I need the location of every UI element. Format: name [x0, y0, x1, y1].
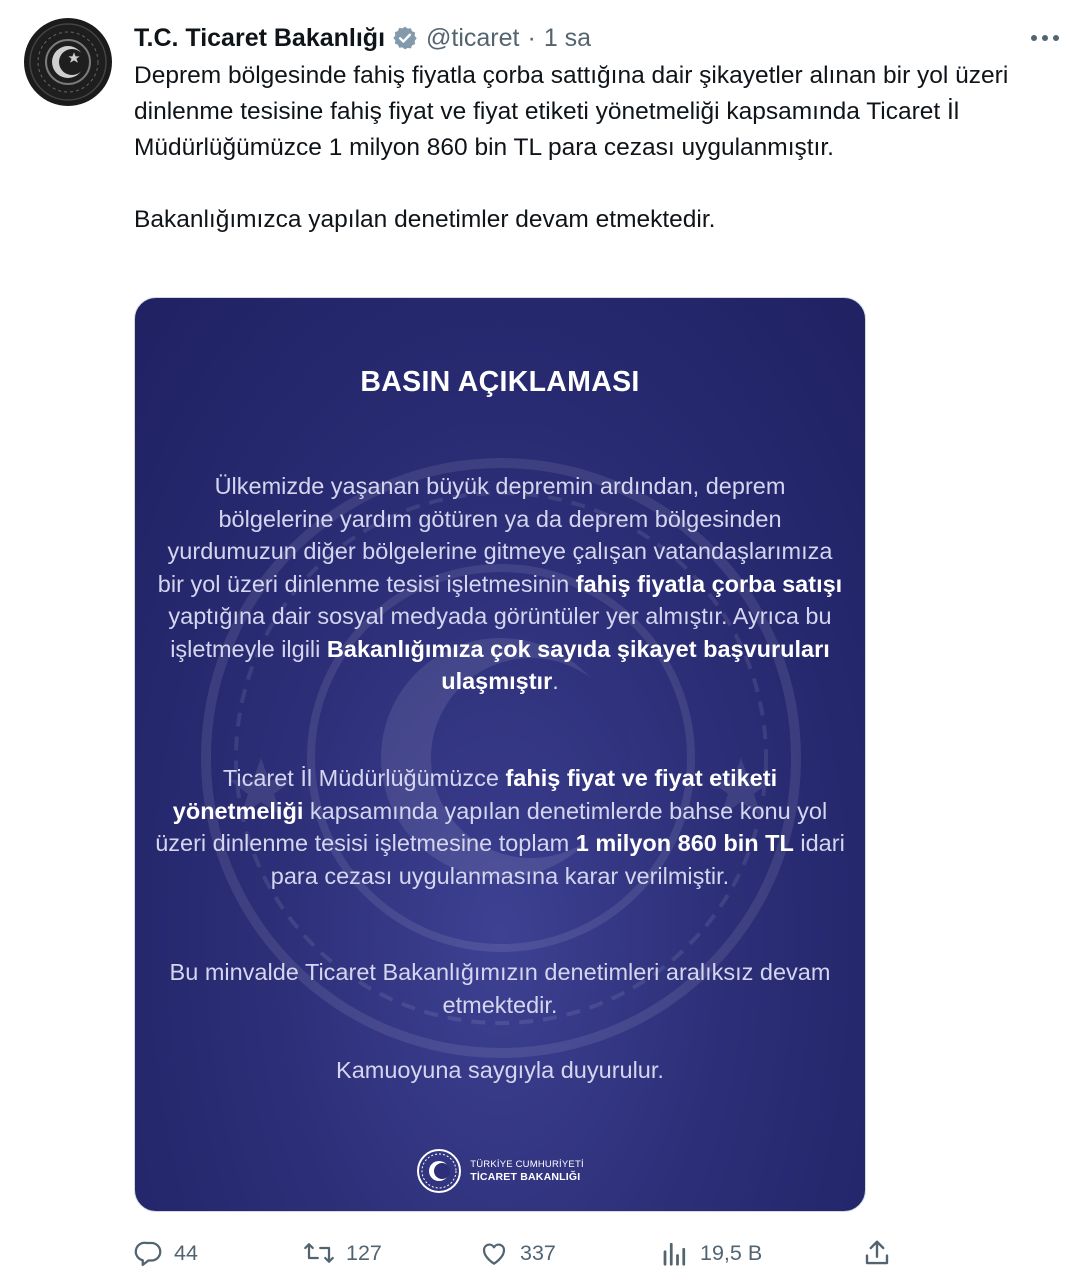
views-button[interactable] — [660, 1233, 762, 1273]
ministry-emblem-icon — [416, 1148, 462, 1194]
press-release-title: BASIN AÇIKLAMASI — [360, 366, 640, 398]
bar-chart-icon — [660, 1238, 690, 1268]
press-paragraph-1: Ülkemizde yaşanan büyük depremin ardından, deprem bölgelerine yardım götüren ya da deprem bölgesinden yurdumuzun diğer bölgelerine gitmeye çalışan vatandaşlarımıza bir yol üzeri dinlenme tesisi işletmesinin fahiş fiyatla çorba satışı yaptığına dair sosyal medyada görüntüler yer almıştır. Ayrıca bu işletmeyle ilgili Bakanlığımıza çok sayıda şikayet başvuruları ulaşmıştır. — [157, 473, 843, 694]
share-icon — [862, 1238, 892, 1268]
tweet-text — [134, 58, 1044, 238]
tweet-header — [134, 18, 1053, 58]
reply-count: 44 — [174, 1240, 198, 1265]
reply-button[interactable] — [134, 1233, 198, 1273]
press-paragraph-4: Kamuoyuna saygıyla duyurulur. — [336, 1057, 664, 1083]
tweet-paragraph: Bakanlığımızca yapılan denetimler devam etmektedir. — [134, 206, 716, 233]
account-name[interactable]: T.C. Ticaret Bakanlığı — [134, 23, 386, 52]
tweet-media-image[interactable] — [134, 297, 866, 1212]
verified-badge-icon[interactable] — [392, 25, 418, 51]
ministry-logo-icon — [28, 22, 108, 102]
logo-line-1: TÜRKİYE CUMHURİYETİ — [470, 1159, 584, 1170]
share-button[interactable] — [862, 1233, 892, 1273]
reply-icon — [134, 1238, 164, 1268]
like-button[interactable] — [478, 1233, 556, 1273]
press-paragraph-3: Bu minvalde Ticaret Bakanlığımızın denetimleri aralıksız devam etmektedir. — [169, 959, 831, 1018]
retweet-icon — [302, 1238, 336, 1268]
like-count: 337 — [520, 1240, 556, 1265]
ministry-logo — [135, 1148, 865, 1194]
logo-line-2: TİCARET BAKANLIĞI — [470, 1171, 581, 1183]
heart-icon — [478, 1238, 510, 1268]
more-options-icon[interactable] — [1025, 26, 1065, 50]
retweet-count: 127 — [346, 1240, 382, 1265]
separator-dot: · — [527, 23, 536, 52]
views-count: 19,5 B — [700, 1240, 763, 1265]
press-paragraph-2: Ticaret İl Müdürlüğümüzce fahiş fiyat ve fiyat etiketi yönetmeliği kapsamında yapılan denetimlerde bahse konu yol üzeri dinlenme tesisi işletmesine toplam 1 milyon 860 bin TL idari para cezası uygulanmasına karar verilmiştir. — [155, 765, 845, 889]
tweet-paragraph: Deprem bölgesinde fahiş fiyatla çorba sattığına dair şikayetler alınan bir yol üzeri dinlenme tesisine fahiş fiyat ve fiyat etiketi yönetmeliği kapsamında Ticaret İl Müdürlüğümüzce 1 milyon 860 bin TL para cezası uygulanmıştır. — [134, 62, 1009, 161]
timestamp[interactable]: 1 sa — [543, 23, 592, 52]
retweet-button[interactable] — [302, 1233, 382, 1273]
tweet-actions — [134, 1233, 894, 1273]
avatar[interactable] — [24, 18, 112, 106]
account-handle[interactable]: @ticaret — [426, 23, 520, 52]
